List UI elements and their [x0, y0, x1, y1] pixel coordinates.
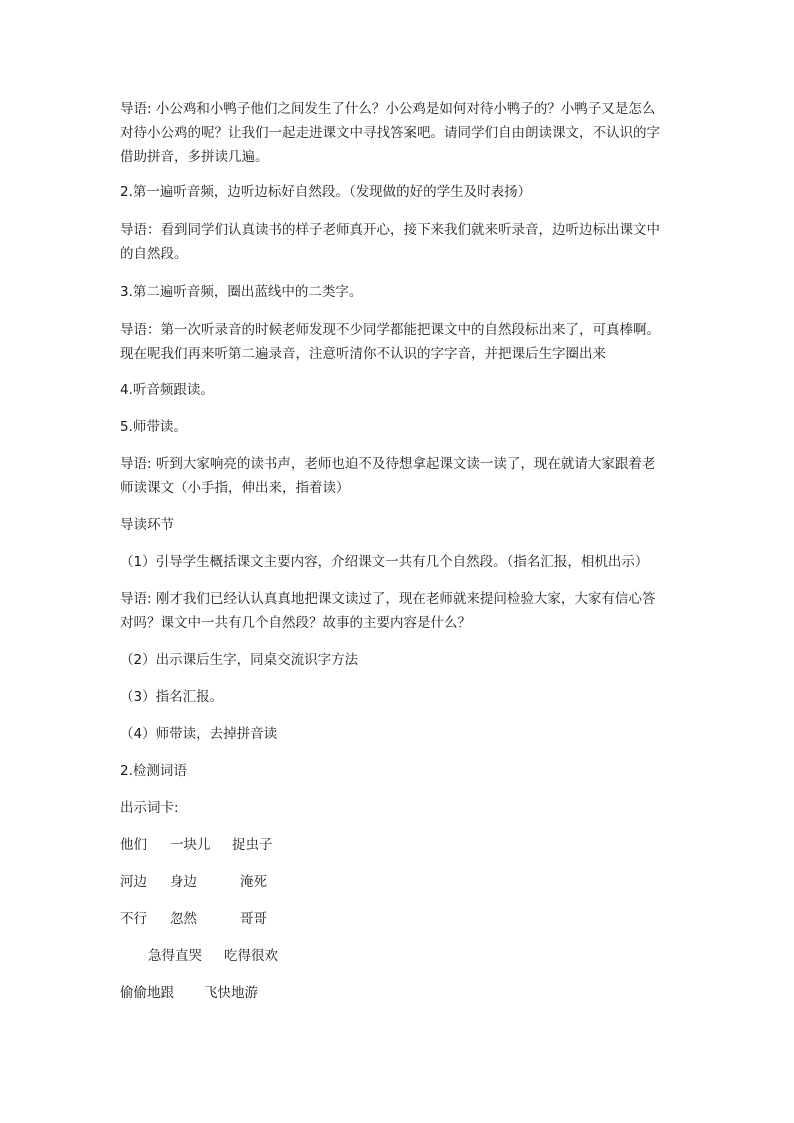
sub-item-2: （2）出示课后生字，同桌交流识字方法	[120, 652, 359, 668]
guide-3-line-1: 导语：第一次听录音的时候老师发现不少同学都能把课文中的自然段标出来了，可真棒啊。	[120, 322, 660, 338]
card-label: 出示词卡:	[120, 800, 179, 816]
word-card-item: 飞快地游	[204, 985, 258, 1001]
guide-2-line-1: 导语：看到同学们认真读书的样子老师真开心，接下来我们就来听录音，边听边标出课文中	[120, 222, 660, 238]
section-title: 导读环节	[120, 517, 174, 533]
word-card-item: 淹死	[240, 874, 267, 890]
guide-5-line-2: 师读课文（小手指，伸出来，指着读）	[120, 480, 350, 496]
word-card-item: 河边	[120, 874, 147, 890]
word-card-item: 身边	[170, 874, 197, 890]
word-card-item: 他们	[120, 837, 147, 853]
guide-2-line-2: 的自然段。	[120, 246, 188, 262]
sub-item-3: （3）指名汇报。	[120, 689, 224, 705]
step-check-heading: 2.检测词语	[120, 763, 187, 779]
guide-6-line-2: 对吗？课文中一共有几个自然段？故事的主要内容是什么？	[120, 615, 471, 631]
word-card-item: 急得直哭	[148, 948, 202, 964]
intro-line-1: 导语: 小公鸡和小鸭子他们之间发生了什么？小公鸡是如何对待小鸭子的？小鸭子又是怎么	[120, 101, 656, 117]
word-card-item: 捉虫子	[232, 837, 273, 853]
word-card-item: 偷偷地跟	[120, 985, 174, 1001]
step-3-heading: 3.第二遍听音频，圈出蓝线中的二类字。	[120, 284, 363, 300]
word-card-item: 忽然	[170, 911, 197, 927]
word-card-item: 一块儿	[170, 837, 211, 853]
word-card-item: 不行	[120, 911, 147, 927]
intro-line-2: 对待小公鸡的呢？让我们一起走进课文中寻找答案吧。请同学们自由朗读课文，不认识的字	[120, 125, 660, 141]
word-card-item: 哥哥	[240, 911, 267, 927]
sub-item-1: （1）引导学生概括课文主要内容，介绍课文一共有几个自然段。（指名汇报，相机出示）	[120, 554, 649, 570]
guide-5-line-1: 导语: 听到大家响亮的读书声，老师也迫不及待想拿起课文读一读了，现在就请大家跟着老	[120, 456, 656, 472]
step-2-heading: 2.第一遍听音频，边听边标好自然段。（发现做的好的学生及时表扬）	[120, 184, 532, 200]
step-5-heading: 5.师带读。	[120, 419, 187, 435]
intro-line-3: 借助拼音，多拼读几遍。	[120, 149, 269, 165]
sub-item-4: （4）师带读，去掉拼音读	[120, 726, 278, 742]
guide-6-line-1: 导语: 刚才我们已经认认真真地把课文读过了，现在老师就来提问检验大家，大家有信心答	[120, 591, 656, 607]
guide-3-line-2: 现在呢我们再来听第二遍录音，注意听清你不认识的字字音，并把课后生字圈出来	[120, 346, 606, 362]
word-card-item: 吃得很欢	[224, 948, 278, 964]
step-4-heading: 4.听音频跟读。	[120, 382, 214, 398]
